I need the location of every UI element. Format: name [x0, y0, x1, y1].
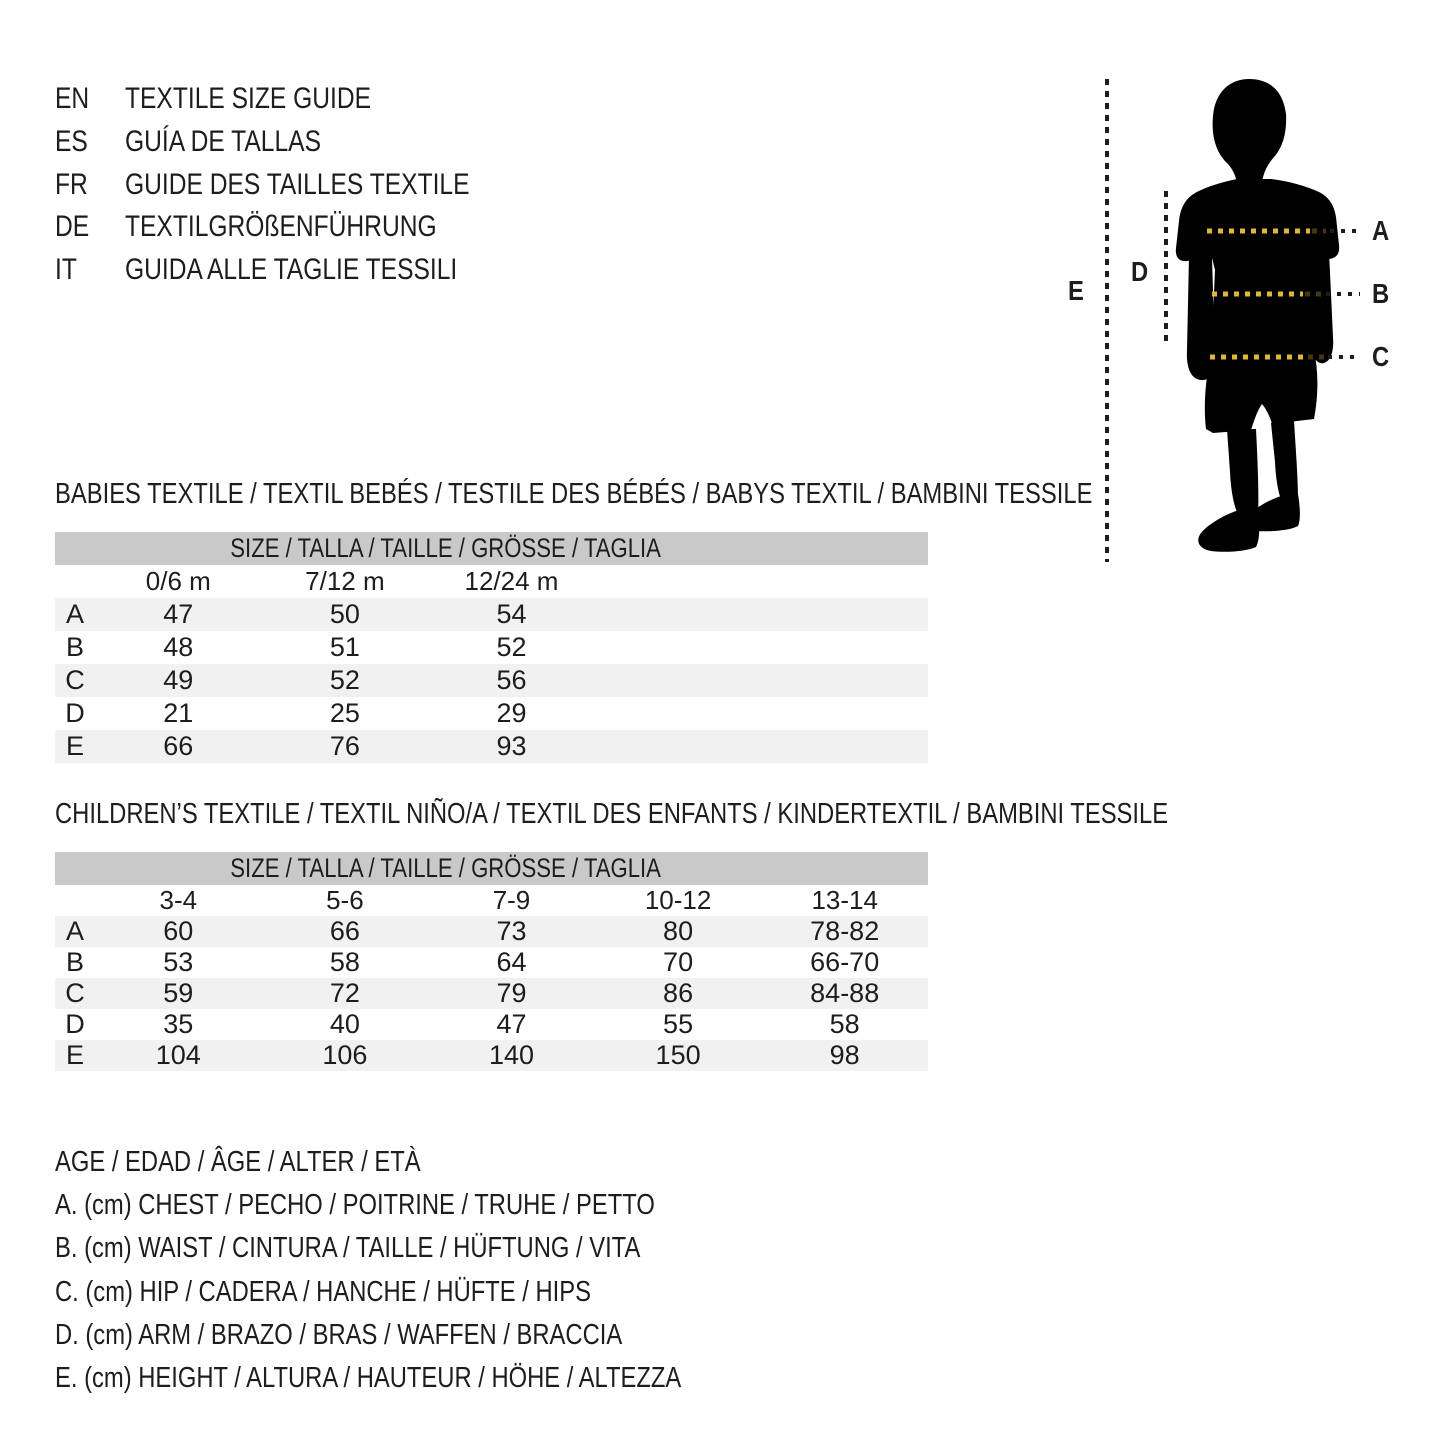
babies-column-header-row	[55, 565, 928, 598]
lang-title-es: GUÍA DE TALLAS	[125, 125, 321, 159]
lang-code-en: EN	[55, 82, 90, 116]
size-value: 140	[428, 1040, 595, 1071]
size-value: 86	[595, 978, 762, 1009]
measure-label-height: E	[1068, 275, 1084, 306]
row-label: C	[55, 978, 95, 1009]
size-value: 55	[663, 1009, 694, 1039]
size-value: 84-88	[761, 978, 928, 1009]
size-value: 78-82	[761, 916, 928, 947]
size-value: 104	[95, 1040, 262, 1071]
lang-code-de: DE	[55, 210, 90, 244]
babies-size-header-row	[55, 532, 928, 565]
lang-row-es	[55, 121, 545, 164]
table-row	[55, 730, 928, 763]
size-value: 72	[262, 978, 429, 1009]
size-value: 47	[95, 598, 262, 631]
lang-title-fr: GUIDE DES TAILLES TEXTILE	[125, 167, 470, 201]
children-section-title: CHILDREN’S TEXTILE / TEXTIL NIÑO/A / TEXTIL DES ENFANTS / KINDERTEXTIL / BAMBINI TESSILE	[55, 798, 1169, 830]
row-label: A	[55, 916, 95, 947]
row-label: B	[65, 632, 84, 662]
measure-label-waist: B	[1372, 278, 1390, 309]
size-value: 66	[95, 730, 262, 763]
size-value: 35	[163, 1009, 194, 1039]
table-row	[55, 916, 928, 947]
size-value: 50	[262, 598, 429, 631]
measure-label-hip: C	[1372, 341, 1390, 372]
size-value: 58	[829, 1009, 860, 1039]
size-value: 60	[95, 916, 262, 947]
size-value: 80	[595, 916, 762, 947]
size-value: 53	[163, 947, 194, 977]
row-label: A	[55, 598, 95, 631]
legend-line-chest: A. (cm) CHEST / PECHO / POITRINE / TRUHE / PETTO	[55, 1189, 655, 1222]
measure-label-arm: D	[1131, 256, 1149, 287]
table-row	[55, 947, 928, 978]
babies-section-title: BABIES TEXTILE / TEXTIL BEBÉS / TESTILE DES BÉBÉS / BABYS TEXTIL / BAMBINI TESSILE	[55, 478, 1093, 510]
lang-row-it	[55, 249, 545, 292]
table-row	[55, 598, 928, 631]
lang-row-en	[55, 78, 545, 121]
lang-row-de	[55, 206, 545, 249]
row-label: E	[55, 730, 95, 763]
size-value: 98	[761, 1040, 928, 1071]
size-value: 25	[329, 698, 360, 728]
table-row	[55, 697, 928, 730]
size-value: 56	[428, 664, 595, 697]
size-value: 150	[595, 1040, 762, 1071]
size-value: 48	[163, 632, 194, 662]
size-value: 51	[329, 632, 360, 662]
legend-line-waist: B. (cm) WAIST / CINTURA / TAILLE / HÜFTUNG / VITA	[55, 1232, 641, 1265]
size-value: 66-70	[810, 947, 880, 977]
lang-code-es: ES	[55, 125, 88, 159]
children-size-table	[55, 852, 928, 1071]
children-size-header-row	[55, 852, 928, 885]
size-value: 59	[95, 978, 262, 1009]
lang-title-en: TEXTILE SIZE GUIDE	[125, 82, 372, 116]
size-value: 106	[262, 1040, 429, 1071]
size-value: 52	[496, 632, 527, 662]
lang-code-it: IT	[55, 253, 77, 287]
lang-title-de: TEXTILGRÖßENFÜHRUNG	[125, 210, 437, 244]
table-row	[55, 631, 928, 664]
size-value: 79	[428, 978, 595, 1009]
size-value: 73	[428, 916, 595, 947]
size-value: 29	[496, 698, 527, 728]
babies-col-header: 0/6 m	[145, 566, 211, 596]
row-label: D	[65, 698, 85, 728]
children-size-header-bar: SIZE / TALLA / TAILLE / GRÖSSE / TAGLIA	[55, 852, 928, 885]
size-value: 21	[163, 698, 194, 728]
size-value: 70	[663, 947, 694, 977]
lang-row-fr	[55, 163, 545, 206]
size-value: 47	[496, 1009, 527, 1039]
language-title-block	[55, 78, 545, 291]
legend-line-hip: C. (cm) HIP / CADERA / HANCHE / HÜFTE / HIPS	[55, 1275, 591, 1308]
children-col-header: 7-9	[492, 885, 531, 915]
measure-label-chest: A	[1372, 215, 1390, 246]
size-value: 64	[496, 947, 527, 977]
children-column-header-row	[55, 885, 928, 916]
row-label: D	[65, 1009, 85, 1039]
size-value: 54	[428, 598, 595, 631]
size-value: 49	[95, 664, 262, 697]
measurement-legend	[55, 1141, 819, 1400]
children-col-header: 3-4	[159, 885, 198, 915]
lang-code-fr: FR	[55, 167, 88, 201]
table-row	[55, 1040, 928, 1071]
table-row	[55, 1009, 928, 1040]
table-row	[55, 664, 928, 697]
children-col-header: 5-6	[326, 885, 364, 915]
row-label: C	[55, 664, 95, 697]
babies-size-table	[55, 532, 928, 763]
babies-size-header-bar: SIZE / TALLA / TAILLE / GRÖSSE / TAGLIA	[55, 532, 928, 565]
size-value: 40	[329, 1009, 360, 1039]
table-row	[55, 978, 928, 1009]
children-col-header: 13-14	[811, 885, 878, 915]
lang-title-it: GUIDA ALLE TAGLIE TESSILI	[125, 253, 458, 287]
size-value: 93	[428, 730, 595, 763]
babies-col-header: 7/12 m	[305, 566, 385, 596]
size-value: 52	[262, 664, 429, 697]
size-value: 66	[262, 916, 429, 947]
size-value: 76	[262, 730, 429, 763]
children-col-header: 10-12	[644, 885, 712, 915]
legend-line-age: AGE / EDAD / ÂGE / ALTER / ETÀ	[55, 1146, 421, 1179]
row-label: B	[65, 947, 84, 977]
legend-line-height: E. (cm) HEIGHT / ALTURA / HAUTEUR / HÖHE / ALTEZZA	[55, 1362, 682, 1395]
babies-col-header: 12/24 m	[464, 566, 559, 596]
size-value: 58	[329, 947, 360, 977]
row-label: E	[55, 1040, 95, 1071]
legend-line-arm: D. (cm) ARM / BRAZO / BRAS / WAFFEN / BRACCIA	[55, 1318, 623, 1351]
